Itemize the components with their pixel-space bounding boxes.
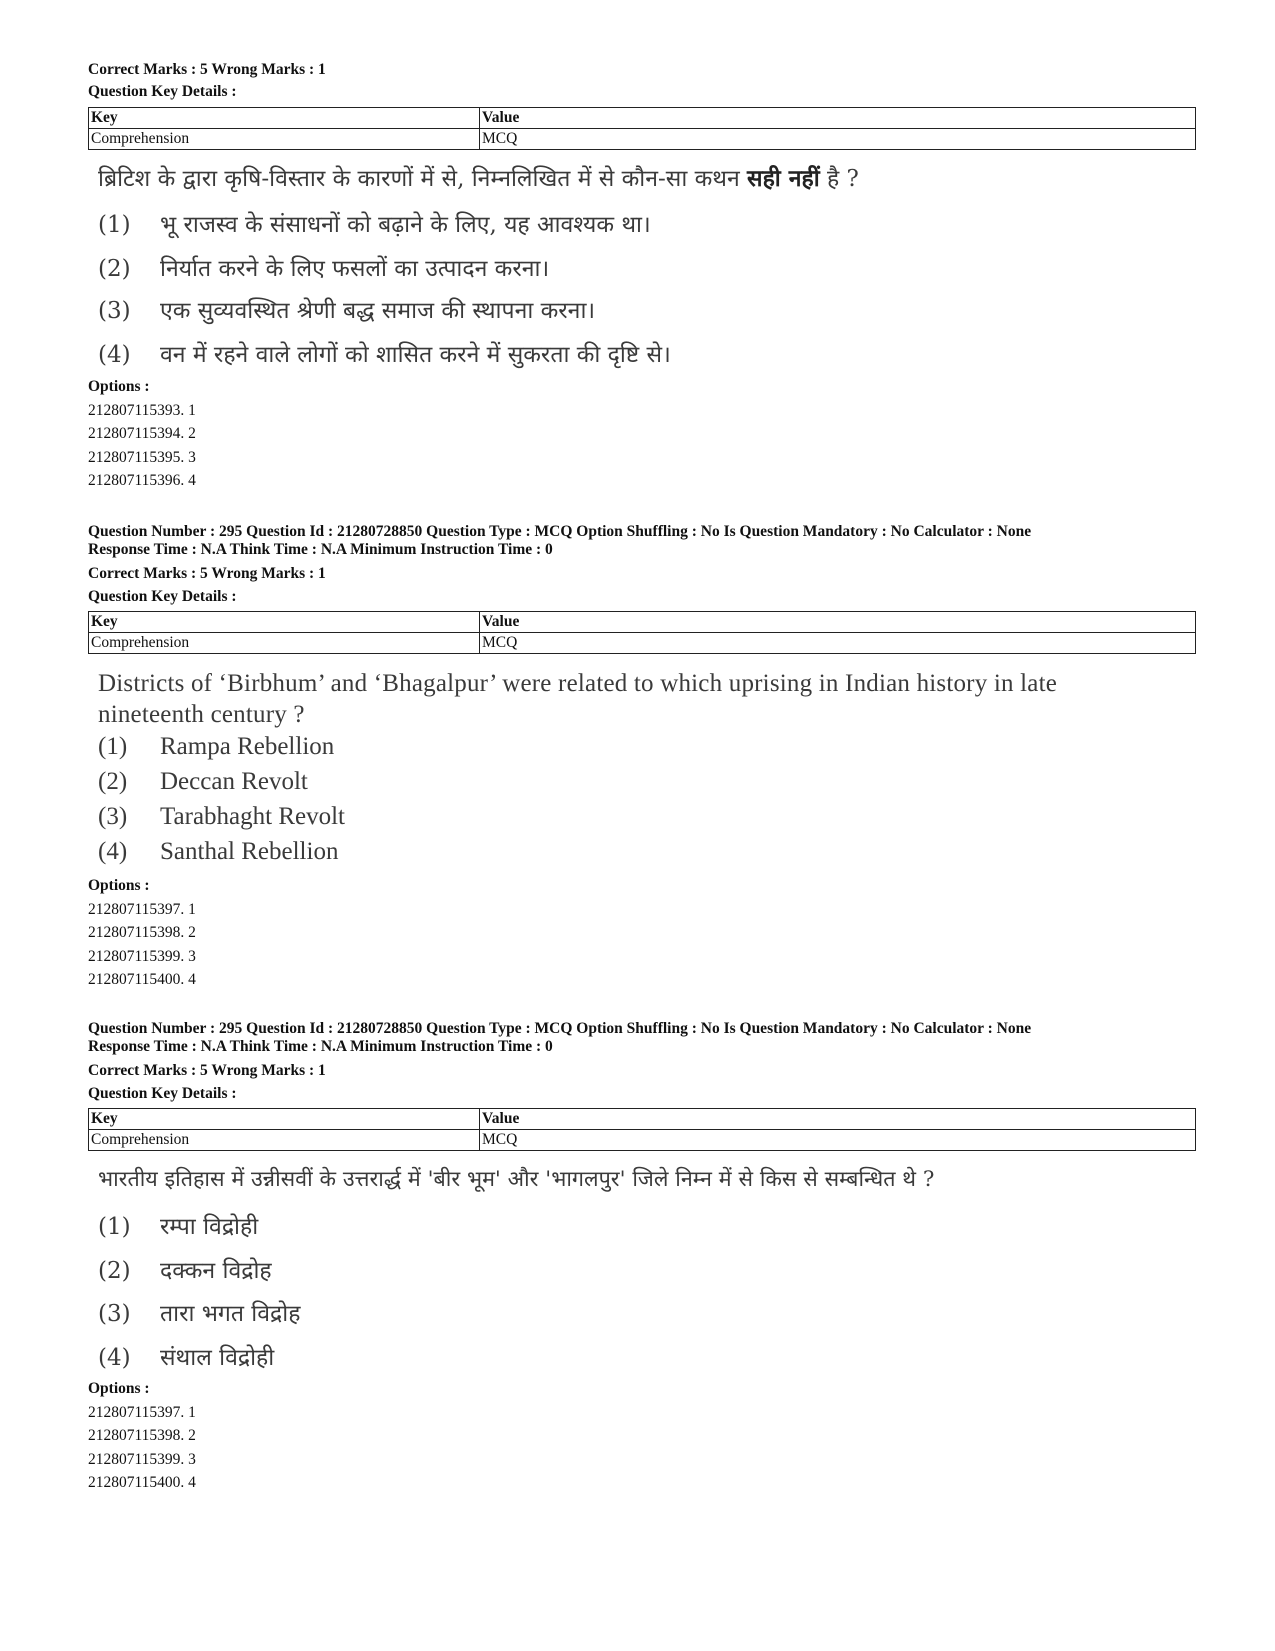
question-timing: Response Time : N.A Think Time : N.A Minimum Instruction Time : 0 bbox=[88, 1038, 553, 1055]
value-cell: MCQ bbox=[480, 1130, 1196, 1151]
options-label: Options : bbox=[88, 378, 150, 395]
options-list bbox=[88, 1377, 196, 1495]
options-list bbox=[88, 874, 196, 992]
options-list bbox=[88, 375, 196, 493]
choice-2: (2) Deccan Revolt bbox=[98, 768, 308, 795]
options-label: Options : bbox=[88, 877, 150, 894]
choice-4: (4) संथाल विद्रोही bbox=[98, 1345, 275, 1371]
question-header: Question Number : 295 Question Id : 21280728850 Question Type : MCQ Option Shuffling : No Is Question Mandatory : No Calculator : None bbox=[88, 523, 1032, 540]
option-id: 212807115400. 4 bbox=[88, 1474, 196, 1491]
option-id: 212807115396. 4 bbox=[88, 472, 196, 489]
question-timing: Response Time : N.A Think Time : N.A Minimum Instruction Time : 0 bbox=[88, 541, 553, 558]
marks-line: Correct Marks : 5 Wrong Marks : 1 bbox=[88, 1062, 326, 1079]
value-cell: MCQ bbox=[480, 129, 1196, 150]
question-text-end: है ? bbox=[827, 166, 859, 192]
question-text-line: Districts of ‘Birbhum’ and ‘Bhagalpur’ were related to which uprising in Indian history in late bbox=[98, 670, 1058, 697]
choice-1: (1) भू राजस्व के संसाधनों को बढ़ाने के लिए, यह आवश्यक था। bbox=[98, 212, 651, 238]
option-id: 212807115393. 1 bbox=[88, 401, 196, 419]
question-text bbox=[98, 163, 1198, 195]
key-header: Key bbox=[89, 108, 480, 129]
key-header: Key bbox=[89, 612, 480, 633]
key-cell: Comprehension bbox=[89, 129, 480, 150]
option-id: 212807115399. 3 bbox=[88, 947, 196, 965]
key-details-label: Question Key Details : bbox=[88, 588, 237, 605]
options-label: Options : bbox=[88, 1380, 150, 1397]
marks-line: Correct Marks : 5 Wrong Marks : 1 bbox=[88, 565, 326, 582]
option-id: 212807115399. 3 bbox=[88, 1450, 196, 1468]
question-text-line: nineteenth century ? bbox=[98, 701, 305, 728]
choice-1: (1) रम्पा विद्रोही bbox=[98, 1214, 259, 1240]
choice-3: (3) Tarabhaght Revolt bbox=[98, 803, 345, 830]
choice-1: (1) Rampa Rebellion bbox=[98, 733, 335, 760]
key-cell: Comprehension bbox=[89, 633, 480, 654]
question-text-emphasis: सही नहीं bbox=[747, 165, 820, 192]
choice-3: (3) एक सुव्यवस्थित श्रेणी बद्ध समाज की स्थापना करना। bbox=[98, 298, 596, 324]
key-details-label: Question Key Details : bbox=[88, 1085, 237, 1102]
key-header: Key bbox=[89, 1109, 480, 1130]
key-value-table bbox=[88, 1108, 1196, 1151]
option-id: 212807115395. 3 bbox=[88, 448, 196, 466]
key-details-label: Question Key Details : bbox=[88, 83, 237, 100]
choice-2: (2) दक्कन विद्रोह bbox=[98, 1258, 272, 1284]
marks-line: Correct Marks : 5 Wrong Marks : 1 bbox=[88, 61, 326, 78]
choice-3: (3) तारा भगत विद्रोह bbox=[98, 1301, 301, 1327]
value-header: Value bbox=[480, 612, 1196, 633]
choice-2: (2) निर्यात करने के लिए फसलों का उत्पादन करना। bbox=[98, 256, 550, 282]
question-text-main: ब्रिटिश के द्वारा कृषि-विस्तार के कारणों में से, निम्नलिखित में से कौन-सा कथन bbox=[98, 166, 740, 192]
choice-4: (4) वन में रहने वाले लोगों को शासित करने में सुकरता की दृष्टि से। bbox=[98, 342, 671, 368]
option-id: 212807115394. 2 bbox=[88, 425, 196, 442]
option-id: 212807115398. 2 bbox=[88, 924, 196, 941]
value-cell: MCQ bbox=[480, 633, 1196, 654]
value-header: Value bbox=[480, 1109, 1196, 1130]
option-id: 212807115397. 1 bbox=[88, 1403, 196, 1421]
option-id: 212807115400. 4 bbox=[88, 971, 196, 988]
question-text bbox=[98, 668, 1198, 730]
choice-4: (4) Santhal Rebellion bbox=[98, 838, 339, 865]
key-cell: Comprehension bbox=[89, 1130, 480, 1151]
option-id: 212807115398. 2 bbox=[88, 1427, 196, 1444]
option-id: 212807115397. 1 bbox=[88, 900, 196, 918]
key-value-table bbox=[88, 611, 1196, 654]
value-header: Value bbox=[480, 108, 1196, 129]
question-text: भारतीय इतिहास में उन्नीसवीं के उत्तरार्द्ध में 'बीर भूम' और 'भागलपुर' जिले निम्न में से किस से सम्बन्धित थे ? bbox=[98, 1167, 935, 1192]
key-value-table bbox=[88, 107, 1196, 150]
question-header: Question Number : 295 Question Id : 21280728850 Question Type : MCQ Option Shuffling : No Is Question Mandatory : No Calculator : None bbox=[88, 1020, 1032, 1037]
